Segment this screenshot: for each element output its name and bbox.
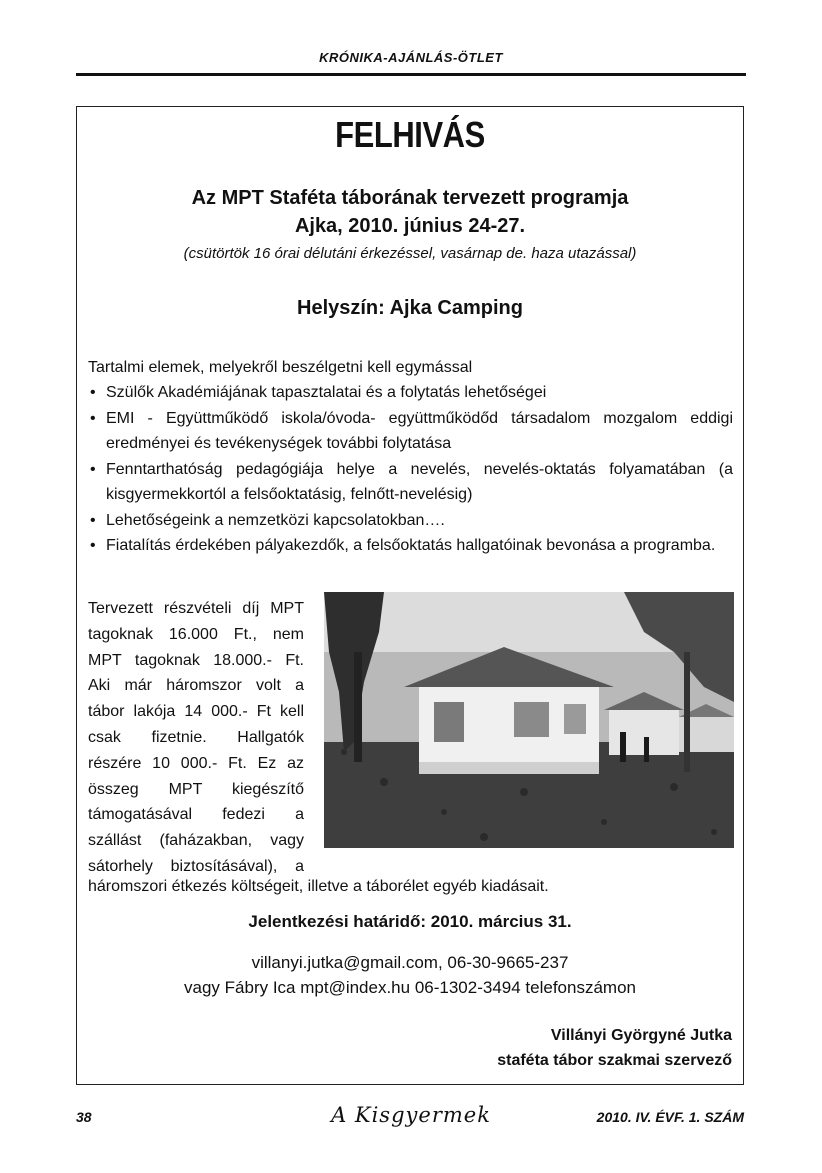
header-rule (76, 73, 746, 76)
running-head: KRÓNIKA-AJÁNLÁS-ÖTLET (319, 50, 503, 65)
list-item: • EMI - Együttműködő iskola/óvoda- együttműködőd társadalom mozgalom eddigi eredményei és tevékenységek további folytatása (88, 406, 733, 457)
fee-line: Aki már háromszor volt a (88, 677, 304, 695)
fee-line: részére 10 000.- Ft. Ez az (88, 754, 304, 772)
topic-list (88, 380, 733, 559)
list-item: • Lehetőségeink a nemzetközi kapcsolatokban…. (88, 508, 733, 534)
fee-line: Tervezett részvételi díj MPT (88, 600, 304, 617)
fee-line: támogatásával fedezi a (88, 806, 304, 824)
fee-line: összeg MPT kiegészítő (88, 780, 304, 798)
fee-paragraph (88, 596, 304, 880)
contact-line: villanyi.jutka@gmail.com, 06-30-9665-237 (251, 953, 569, 972)
venue-heading: Helyszín: Ajka Camping (297, 297, 523, 319)
bullet-icon: • (90, 384, 96, 401)
content-intro: Tartalmi elemek, melyekről beszélgetni kell egymással (88, 359, 473, 376)
notice-subtitle: Az MPT Staféta táborának tervezett programja (191, 187, 629, 209)
list-item: • Fiatalítás érdekében pályakezdők, a felsőoktatás hallgatóinak bevonása a programba. (88, 533, 733, 559)
fee-line: sátorhely biztosításával), a (88, 857, 304, 875)
fee-line: csak fizetnie. Hallgatók (88, 728, 304, 746)
signature-name: Villányi Györgyné Jutka (550, 1027, 732, 1044)
bullet-icon: • (90, 511, 96, 529)
signature-role: staféta tábor szakmai szervező (497, 1052, 732, 1069)
notice-date-place: Ajka, 2010. június 24-27. (294, 215, 526, 237)
page-number: 38 (76, 1109, 92, 1125)
fee-line: tagoknak 16.000 Ft., nem (88, 625, 304, 643)
fee-line: szállást (faházakban, vagy (88, 832, 304, 850)
bullet-icon: • (90, 537, 96, 554)
contact-line: vagy Fábry Ica mpt@index.hu 06-1302-3494 telefonszámon (184, 978, 636, 997)
list-item: • Szülők Akadémiájának tapasztalatai és a folytatás lehetőségei (88, 380, 733, 406)
bullet-icon: • (90, 409, 96, 427)
notice-frame (76, 106, 744, 1085)
fee-line: MPT tagoknak 18.000.- Ft. (88, 651, 304, 669)
issue-info: 2010. IV. ÉVF. 1. SZÁM (596, 1109, 744, 1125)
fee-line: tábor lakója 14 000.- Ft kell (88, 703, 304, 721)
list-item: • Fenntarthatóság pedagógiája helye a nevelés, nevelés-oktatás folyamatában (a kisgyermekkortól a felsőoktatásig, felnőtt-nevelésig) (88, 457, 733, 508)
bullet-icon: • (90, 460, 96, 478)
notice-title: FELHIVÁS (335, 114, 485, 155)
fee-last-line: háromszori étkezés költségeit, illetve a táborélet egyéb kiadásait. (88, 878, 549, 895)
journal-name: A Kisgyermek (331, 1103, 491, 1127)
deadline: Jelentkezési határidő: 2010. március 31. (248, 912, 572, 931)
arrival-note: (csütörtök 16 órai délutáni érkezéssel, vasárnap de. haza utazással) (183, 245, 637, 262)
camping-photo (324, 592, 734, 848)
